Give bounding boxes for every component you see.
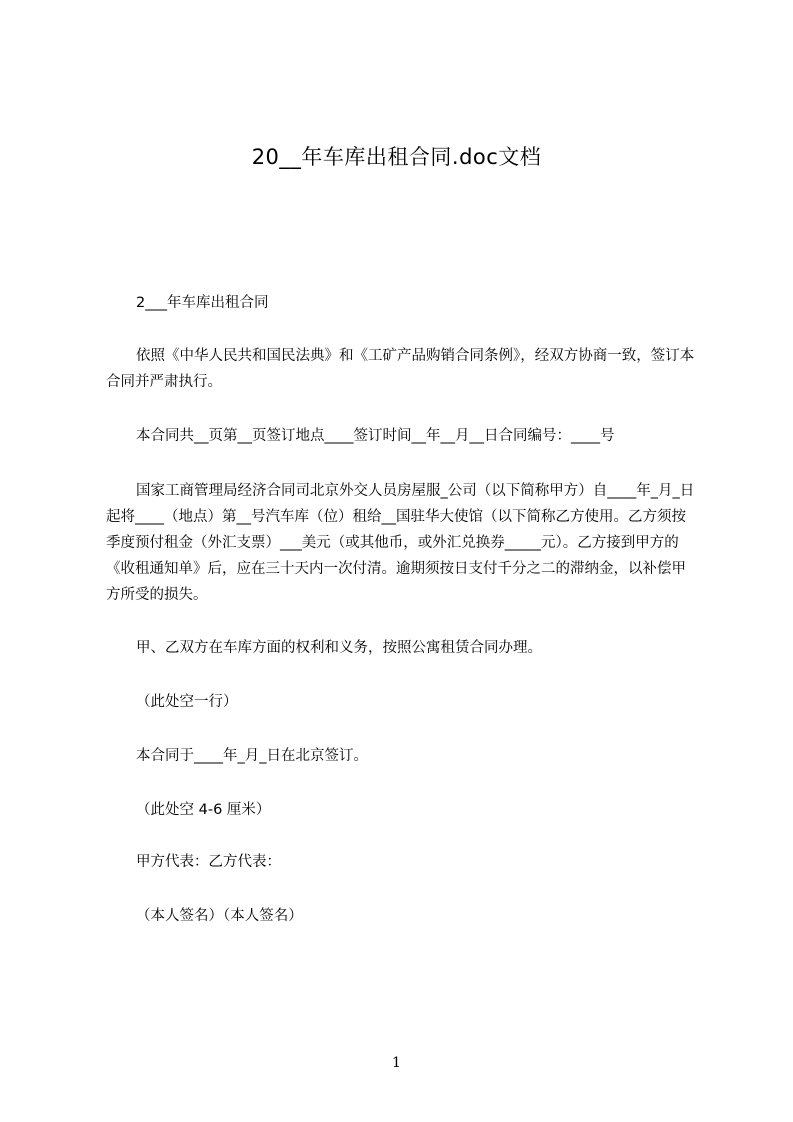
paragraph-intro: 依照《中华人民共和国民法典》和《工矿产品购销合同条例》，经双方协商一致，签订本合同并严肃执行。 — [106, 348, 695, 390]
paragraph-representatives: 甲方代表：乙方代表： — [136, 854, 281, 870]
paragraph-signatures: （本人签名）（本人签名） — [136, 908, 303, 924]
document-title: 20__年车库出租合同.doc文档 — [251, 145, 542, 169]
paragraph-terms: 国家工商管理局经济合同司北京外交人员房屋服_公司（以下简称甲方）自____年_月_日起将____（地点）第__号汽车库（位）租给__国驻华大使馆（以下简称乙方使用。乙方须按季度预付租金（外汇支票）___美元（或其他币，或外汇兑换券_____元）。乙方接到甲方的《收租通知单》后，应在三十天内一次付清。逾期须按日支付千分之二的滞纳金，以补偿甲方所受的损失。 — [106, 483, 695, 603]
paragraph-signing-date: 本合同于____年_月_日在北京签订。 — [136, 748, 368, 764]
paragraph-rights: 甲、乙双方在车库方面的权利和义务，按照公寓租赁合同办理。 — [136, 640, 542, 656]
contract-heading: 2___年车库出租合同 — [136, 295, 269, 311]
paragraph-space-note: （此处空 4-6 厘米） — [136, 802, 271, 818]
paragraph-contract-info: 本合同共__页第__页签订地点____签订时间__年__月__日合同编号：____号 — [136, 428, 615, 444]
page-number: 1 — [392, 1055, 401, 1071]
paragraph-blank-line-note: （此处空一行） — [136, 694, 238, 710]
